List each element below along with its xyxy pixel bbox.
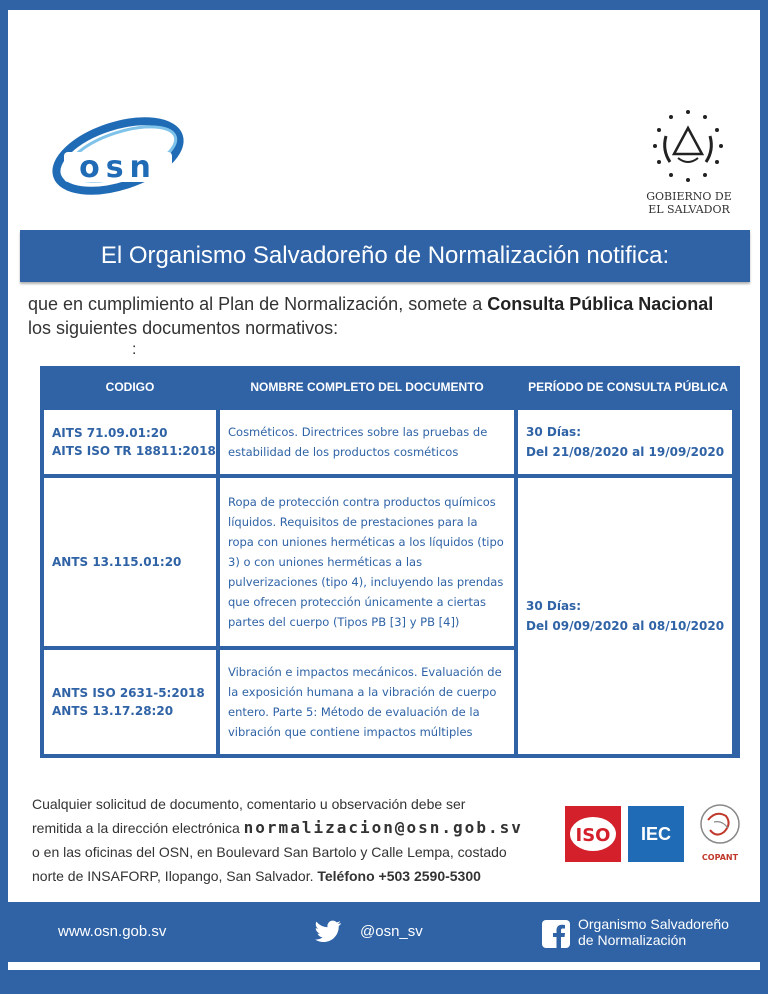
contact-line-2: remitida a la dirección electrónica bbox=[32, 820, 244, 836]
table-row-3-desc: Vibración e impactos mecánicos. Evaluación de la exposición humana a la vibración de cuerpo entero. Parte 5: Método de evaluación de la vibración que contiene impactos múltiples bbox=[220, 650, 514, 754]
gov-line-2: EL SALVADOR bbox=[648, 203, 730, 216]
table-row-1-desc: Cosméticos. Directrices sobre las pruebas de estabilidad de los productos cosméticos bbox=[220, 410, 514, 474]
stray-colon: : bbox=[132, 341, 137, 358]
facebook-line-1: Organismo Salvadoreño bbox=[578, 916, 729, 932]
copant-logo-text: COPANT bbox=[701, 853, 739, 862]
code-text: ANTS ISO 2631-5:2018 bbox=[52, 686, 205, 700]
intro-line-2: los siguientes documentos normativos: bbox=[28, 318, 339, 338]
period-range: Del 21/08/2020 al 19/09/2020 bbox=[526, 445, 725, 459]
twitter-handle[interactable]: @osn_sv bbox=[360, 923, 423, 940]
iso-logo-text: ISO bbox=[575, 825, 611, 846]
osn-logo bbox=[48, 114, 188, 204]
header-periodo: PERÍODO DE CONSULTA PÚBLICA bbox=[528, 380, 728, 394]
table-row-1-code bbox=[44, 410, 216, 474]
table-row-2-desc: Ropa de protección contra productos químicos líquidos. Requisitos de prestaciones para la ropa con uniones herméticas a los líquidos (tipo 3) o con uniones herméticas a las pulverizaciones (tipo 4), incluyendo las prendas que ofrecen protección únicamente a ciertas partes del cuerpo (Tipos PB [3] y PB [4]) bbox=[220, 478, 514, 646]
table-row-2-code bbox=[44, 478, 216, 646]
facebook-page-link[interactable] bbox=[578, 916, 729, 948]
period-days: 30 Días: bbox=[526, 599, 581, 613]
copant-logo bbox=[696, 802, 744, 864]
gobierno-seal-icon bbox=[648, 106, 728, 186]
intro-text bbox=[28, 292, 748, 340]
table-row-1-period bbox=[518, 410, 732, 474]
facebook-icon bbox=[542, 920, 570, 948]
period-days: 30 Días: bbox=[526, 425, 581, 439]
code-text: AITS 71.09.01:20 bbox=[52, 426, 168, 440]
gobierno-name bbox=[630, 190, 748, 216]
website-link[interactable]: www.osn.gob.sv bbox=[58, 923, 167, 940]
notice-banner: El Organismo Salvadoreño de Normalización notifica: bbox=[20, 230, 750, 282]
code-text: ANTS 13.115.01:20 bbox=[52, 555, 182, 569]
table-row-3-code bbox=[44, 650, 216, 754]
consulta-publica-label: Consulta Pública Nacional bbox=[487, 294, 714, 314]
notice-page bbox=[8, 10, 760, 970]
contact-line-3: o en las oficinas del OSN, en Boulevard San Bartolo y Calle Lempa, costado bbox=[32, 844, 507, 860]
contact-line-1: Cualquier solicitud de documento, comentario u observación debe ser bbox=[32, 796, 466, 812]
contact-info bbox=[32, 792, 552, 888]
gov-line-1: GOBIERNO DE bbox=[646, 190, 732, 203]
osn-logo-text: osn bbox=[79, 150, 157, 185]
iec-logo: IEC bbox=[628, 806, 684, 862]
contact-line-4: norte de INSAFORP, Ilopango, San Salvador. bbox=[32, 868, 318, 884]
code-text: AITS ISO TR 18811:2018 bbox=[52, 444, 216, 458]
header-nombre: NOMBRE COMPLETO DEL DOCUMENTO bbox=[250, 380, 484, 394]
documents-table bbox=[40, 366, 740, 758]
twitter-icon bbox=[314, 920, 342, 944]
footer bbox=[8, 902, 760, 962]
email-link[interactable]: normalizacion@osn.gob.sv bbox=[243, 818, 523, 837]
phone-number: Teléfono +503 2590-5300 bbox=[317, 868, 481, 884]
header-codigo: CODIGO bbox=[105, 380, 155, 394]
iso-logo bbox=[565, 806, 621, 862]
code-text: ANTS 13.17.28:20 bbox=[52, 704, 174, 718]
period-range: Del 09/09/2020 al 08/10/2020 bbox=[526, 619, 725, 633]
table-rows-2-3-period bbox=[518, 478, 732, 754]
intro-line-1: que en cumplimiento al Plan de Normalización, somete a bbox=[28, 294, 488, 314]
facebook-line-2: de Normalización bbox=[578, 932, 687, 948]
